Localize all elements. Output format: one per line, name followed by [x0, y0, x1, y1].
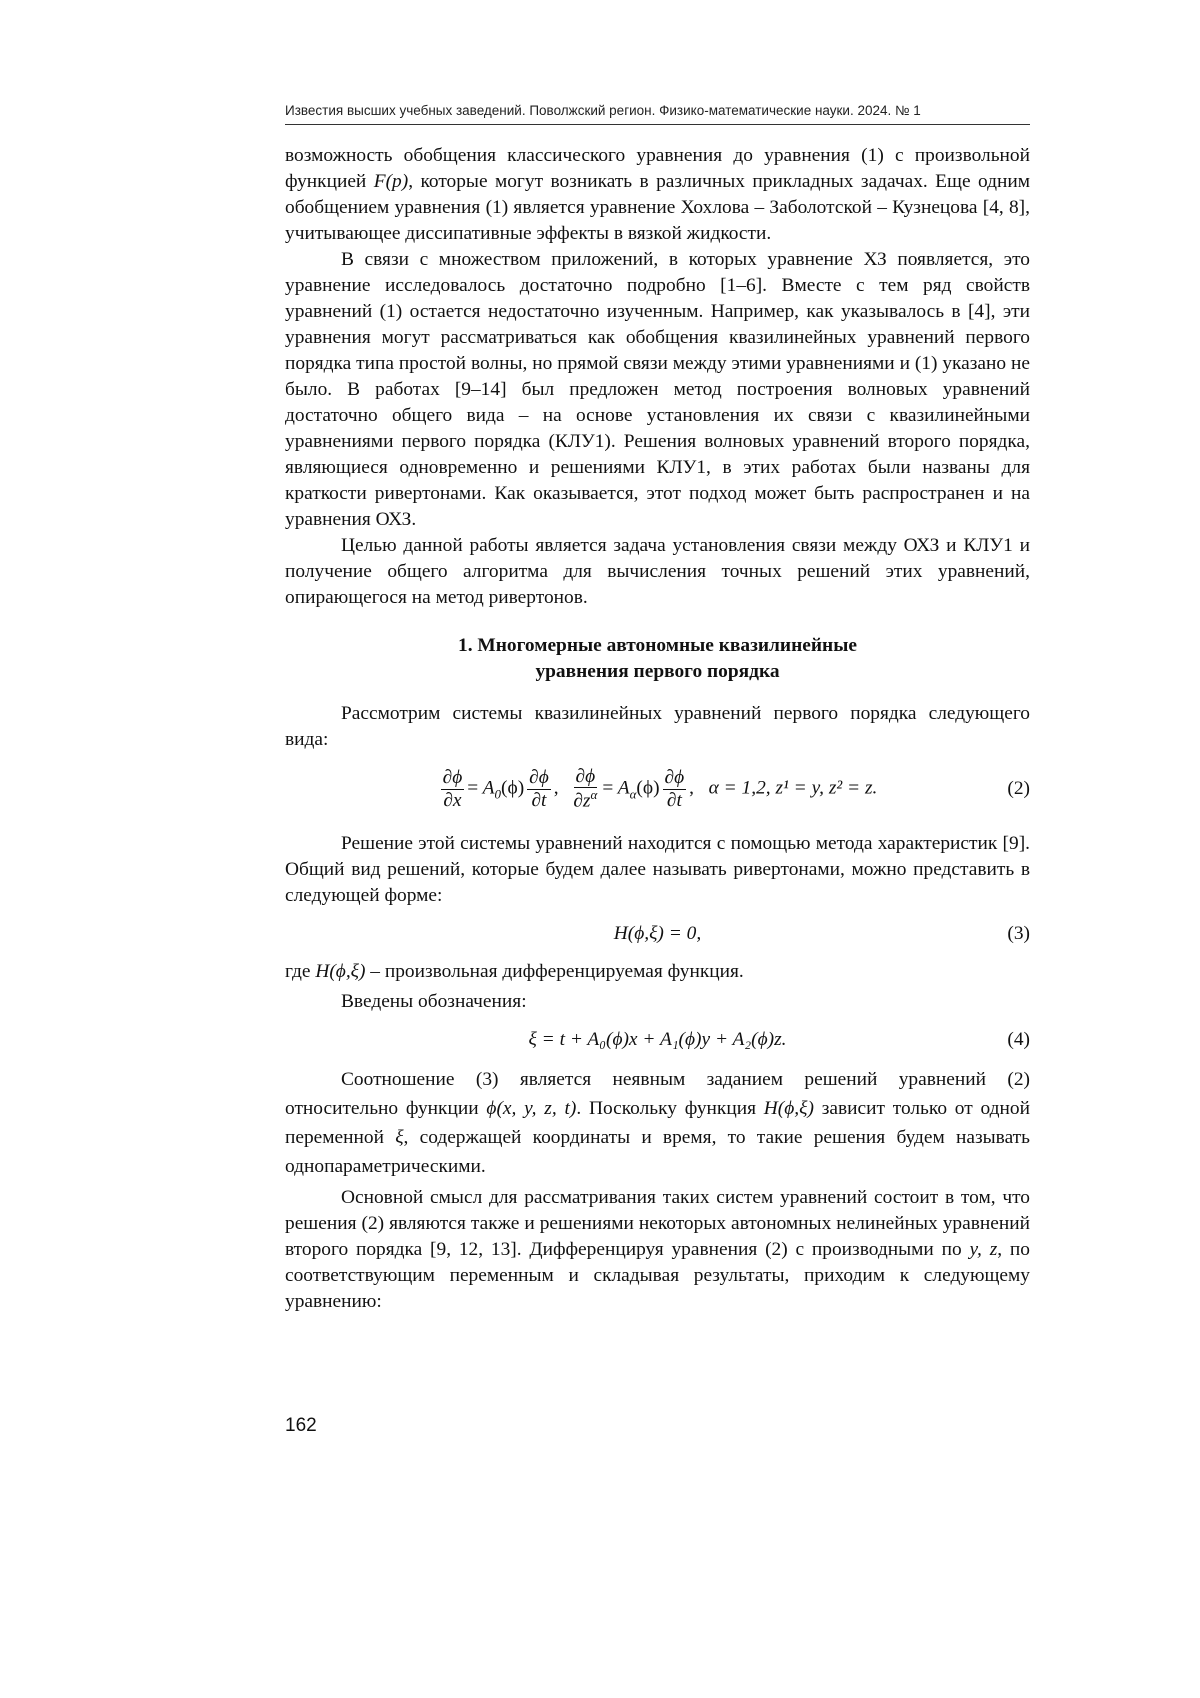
paragraph-6: где H(ϕ,ξ) – произвольная дифференцируемая функция. [285, 961, 744, 982]
paragraph-3: Целью данной работы является задача установления связи между ОХЗ и КЛУ1 и получение общего алгоритма для вычисления точных решений этих уравнений, опирающегося на метод ривертонов. [285, 535, 1030, 608]
paragraph-9: Основной смысл для рассматривания таких систем уравнений состоит в том, что решения (2) являются также и решениями некоторых автономных нелинейных уравнений второго порядка [9, 12, 13]. Дифференцируя уравнения (2) с производными по y, z, по соответствующим переменным и складывая результаты, приходим к следующему уравнению: [285, 1187, 1030, 1312]
equation-4: ξ = t + A₀(ϕ)x + A₁(ϕ)y + A₂(ϕ)z. (4) [285, 1015, 1030, 1065]
paragraph-7: Введены обозначения: [341, 991, 527, 1012]
paragraph-4: Рассмотрим системы квазилинейных уравнений первого порядка следующего вида: [285, 703, 1030, 750]
paragraph-5: Решение этой системы уравнений находится с помощью метода характеристик [9]. Общий вид решений, которые будем далее называть ривертонами, можно представить в следующей форме: [285, 833, 1030, 906]
equation-2 [285, 757, 1030, 821]
equation-2-number: (2) [1007, 778, 1030, 799]
page-number: 162 [285, 1415, 317, 1436]
section-heading: 1. Многомерные автономные квазилинейные уравнения первого порядка [458, 635, 857, 682]
article-body [285, 143, 1030, 1315]
paragraph-8: Соотношение (3) является неявным заданием решений уравнений (2) относительно функции ϕ(x, y, z, t). Поскольку функция H(ϕ,ξ) зависит только от одной переменной ξ, содержащей координаты и время, то такие решения будем называть однопараметрическими. [285, 1069, 1030, 1177]
equation-4-number: (4) [1007, 1029, 1030, 1050]
function-F-of-p: F(p) [373, 171, 409, 192]
paragraph-2: В связи с множеством приложений, в которых уравнение ХЗ появляется, это уравнение исследовалось достаточно подробно [1–6]. Вместе с тем ряд свойств уравнений (1) остается недостаточно изученным. Например, как указывалось в [4], эти уравнения могут рассматриваться как обобщения квазилинейных уравнений первого порядка типа простой волны, но прямой связи между этими уравнениями и (1) указано не было. В работах [9–14] был предложен метод построения волновых уравнений достаточно общего вида – на основе установления их связи с квазилинейными уравнениями первого порядка (КЛУ1). Решения волновых уравнений второго порядка, являющиеся одновременно и решениями КЛУ1, в этих работах были названы для краткости ривертонами. Как оказывается, этот подход может быть распространен и на уравнения ОХЗ. [285, 249, 1030, 530]
paragraph-1: возможность обобщения классического уравнения до уравнения (1) с произвольной функцией F(p), которые могут возникать в различных прикладных задачах. Еще одним обобщением уравнения (1) является уравнение Хохлова – Заболотской – Кузнецова [4, 8], учитывающее диссипативные эффекты в вязкой жидкости. [285, 145, 1030, 244]
running-header: Известия высших учебных заведений. Поволжский регион. Физико-математические науки. 2024. № 1 [285, 103, 1030, 125]
equation-3: H(ϕ,ξ) = 0, (3) [285, 909, 1030, 959]
equation-3-number: (3) [1007, 923, 1030, 944]
equation-2-formula: $\frac{\partial\phi}{\partial x}$ = $A_0(\phi)$ $\frac{\partial\phi}{\partial t}$ , $\frac{\partial\phi}{\partial z^\alpha}$ = $A_\alpha(\phi)$ $\frac{\partial\phi}{\partial t}$ , α = 1,2, z¹ = y, z² = z. [442, 765, 878, 812]
